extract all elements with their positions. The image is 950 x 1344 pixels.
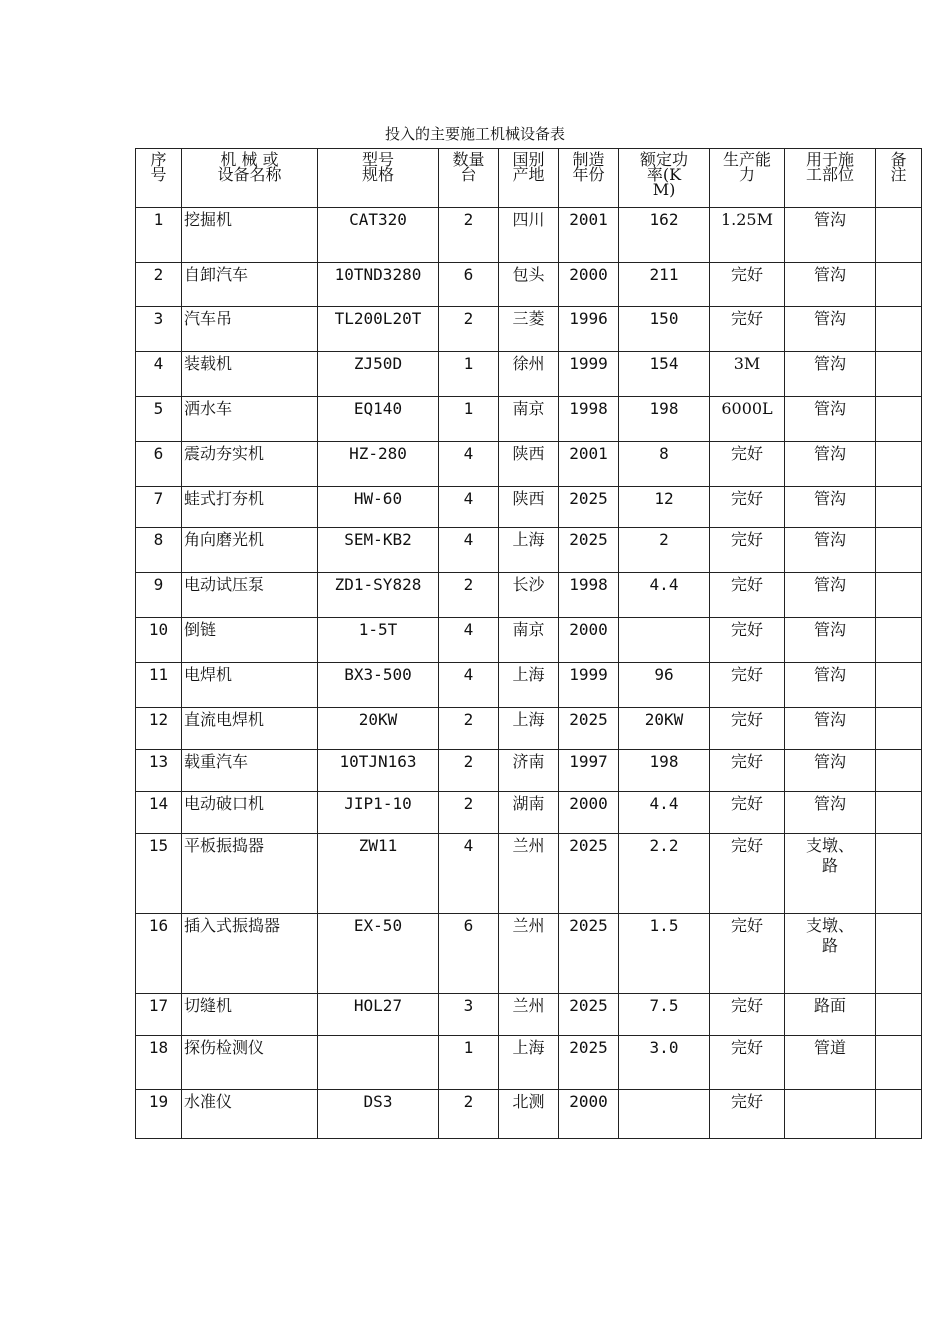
- table-row: [136, 487, 922, 528]
- cell-no: 10: [136, 618, 182, 663]
- cell-qty: 4: [439, 528, 499, 573]
- cell-name: 角向磨光机: [182, 528, 318, 573]
- cell-capacity: 完好: [710, 834, 785, 914]
- table-row: [136, 442, 922, 487]
- cell-use: [785, 397, 876, 442]
- table-row: [136, 914, 922, 994]
- cell-name: 汽车吊: [182, 307, 318, 352]
- cell-model: TL200L20T: [318, 307, 439, 352]
- header-line: 制造: [572, 150, 605, 169]
- cell-power: 211: [619, 263, 710, 307]
- cell-year: 2025: [559, 994, 619, 1036]
- cell-origin: 上海: [499, 528, 559, 573]
- cell-note: [876, 397, 922, 442]
- use-line: 管沟: [813, 210, 846, 229]
- cell-power: 3.0: [619, 1036, 710, 1090]
- cell-note: [876, 573, 922, 618]
- header-line: 型号: [361, 150, 394, 169]
- cell-model: 20KW: [318, 708, 439, 750]
- cell-name: 探伤检测仪: [182, 1036, 318, 1090]
- cell-name: 载重汽车: [182, 750, 318, 792]
- cell-origin: 上海: [499, 663, 559, 708]
- use-line: 路: [821, 856, 838, 875]
- cell-use: [785, 208, 876, 263]
- use-line: 路: [821, 936, 838, 955]
- cell-qty: 1: [439, 352, 499, 397]
- cell-year: 1997: [559, 750, 619, 792]
- use-line: 支墩、: [805, 836, 854, 855]
- cell-no: 16: [136, 914, 182, 994]
- header-line: 国别: [512, 150, 545, 169]
- cell-note: [876, 352, 922, 397]
- table-row: [136, 208, 922, 263]
- cell-year: 2025: [559, 834, 619, 914]
- cell-name: 倒链: [182, 618, 318, 663]
- cell-capacity: 完好: [710, 573, 785, 618]
- cell-capacity: 3M: [710, 352, 785, 397]
- header-line: 注: [890, 165, 907, 184]
- cell-no: 7: [136, 487, 182, 528]
- cell-capacity: 完好: [710, 442, 785, 487]
- cell-note: [876, 442, 922, 487]
- header-no: [136, 149, 182, 208]
- cell-capacity: 完好: [710, 307, 785, 352]
- cell-name: 震动夯实机: [182, 442, 318, 487]
- cell-qty: 6: [439, 914, 499, 994]
- cell-year: 2001: [559, 208, 619, 263]
- cell-model: HZ-280: [318, 442, 439, 487]
- cell-name: 电焊机: [182, 663, 318, 708]
- use-line: 管沟: [813, 444, 846, 463]
- cell-origin: 南京: [499, 618, 559, 663]
- cell-use: [785, 528, 876, 573]
- cell-note: [876, 618, 922, 663]
- cell-no: 12: [136, 708, 182, 750]
- cell-model: HOL27: [318, 994, 439, 1036]
- table-row: [136, 792, 922, 834]
- cell-origin: 三菱: [499, 307, 559, 352]
- cell-capacity: 完好: [710, 750, 785, 792]
- cell-qty: 2: [439, 208, 499, 263]
- cell-note: [876, 792, 922, 834]
- cell-no: 5: [136, 397, 182, 442]
- table-row: [136, 528, 922, 573]
- cell-name: 电动破口机: [182, 792, 318, 834]
- cell-model: ZW11: [318, 834, 439, 914]
- cell-use: [785, 750, 876, 792]
- use-line: 管沟: [813, 265, 846, 284]
- cell-no: 2: [136, 263, 182, 307]
- header-line: 生产能: [722, 150, 771, 169]
- cell-year: 2025: [559, 1036, 619, 1090]
- cell-qty: 4: [439, 618, 499, 663]
- cell-note: [876, 663, 922, 708]
- table-header: [136, 149, 922, 208]
- table-row: [136, 263, 922, 307]
- cell-capacity: 完好: [710, 1036, 785, 1090]
- use-line: 管沟: [813, 354, 846, 373]
- cell-no: 15: [136, 834, 182, 914]
- cell-year: 2025: [559, 487, 619, 528]
- cell-power: [619, 1090, 710, 1139]
- cell-no: 14: [136, 792, 182, 834]
- cell-year: 2000: [559, 618, 619, 663]
- table-row: [136, 1036, 922, 1090]
- use-line: 管沟: [813, 794, 846, 813]
- header-line: 力: [738, 165, 755, 184]
- header-row: [136, 149, 922, 208]
- cell-power: 12: [619, 487, 710, 528]
- cell-no: 11: [136, 663, 182, 708]
- cell-note: [876, 914, 922, 994]
- cell-model: DS3: [318, 1090, 439, 1139]
- use-line: 管沟: [813, 665, 846, 684]
- header-line: 年份: [572, 165, 605, 184]
- cell-qty: 2: [439, 750, 499, 792]
- cell-no: 18: [136, 1036, 182, 1090]
- cell-origin: 兰州: [499, 834, 559, 914]
- use-line: 管沟: [813, 309, 846, 328]
- table-body: [136, 208, 922, 1139]
- cell-model: EQ140: [318, 397, 439, 442]
- cell-power: 162: [619, 208, 710, 263]
- header-line: 用于施: [805, 150, 854, 169]
- cell-name: 装载机: [182, 352, 318, 397]
- cell-no: 1: [136, 208, 182, 263]
- cell-name: 洒水车: [182, 397, 318, 442]
- cell-qty: 2: [439, 708, 499, 750]
- cell-origin: 四川: [499, 208, 559, 263]
- cell-capacity: 完好: [710, 663, 785, 708]
- cell-power: [619, 618, 710, 663]
- header-line: 额定功: [639, 150, 688, 169]
- header-line: 台: [460, 165, 477, 184]
- header-line: 率(K: [646, 165, 682, 184]
- cell-year: 1996: [559, 307, 619, 352]
- cell-name: 挖掘机: [182, 208, 318, 263]
- cell-model: CAT320: [318, 208, 439, 263]
- cell-model: ZJ50D: [318, 352, 439, 397]
- cell-qty: 4: [439, 834, 499, 914]
- cell-use: [785, 573, 876, 618]
- cell-qty: 3: [439, 994, 499, 1036]
- cell-no: 19: [136, 1090, 182, 1139]
- cell-no: 3: [136, 307, 182, 352]
- cell-year: 2025: [559, 708, 619, 750]
- cell-year: 2025: [559, 914, 619, 994]
- cell-year: 2000: [559, 792, 619, 834]
- cell-model: SEM-KB2: [318, 528, 439, 573]
- cell-no: 9: [136, 573, 182, 618]
- cell-note: [876, 487, 922, 528]
- cell-use: [785, 708, 876, 750]
- cell-power: 150: [619, 307, 710, 352]
- cell-year: 2001: [559, 442, 619, 487]
- cell-name: 平板振捣器: [182, 834, 318, 914]
- cell-name: 切缝机: [182, 994, 318, 1036]
- cell-qty: 2: [439, 1090, 499, 1139]
- header-line: 设备名称: [217, 165, 282, 184]
- cell-use: [785, 618, 876, 663]
- cell-note: [876, 528, 922, 573]
- cell-model: BX3-500: [318, 663, 439, 708]
- table-row: [136, 994, 922, 1036]
- table-row: [136, 573, 922, 618]
- cell-year: 1999: [559, 663, 619, 708]
- table-row: [136, 708, 922, 750]
- cell-capacity: 6000L: [710, 397, 785, 442]
- cell-origin: 兰州: [499, 914, 559, 994]
- cell-qty: 1: [439, 1036, 499, 1090]
- header-note: [876, 149, 922, 208]
- cell-power: 7.5: [619, 994, 710, 1036]
- cell-qty: 4: [439, 442, 499, 487]
- cell-capacity: 完好: [710, 994, 785, 1036]
- cell-power: 20KW: [619, 708, 710, 750]
- cell-capacity: 完好: [710, 618, 785, 663]
- cell-origin: 南京: [499, 397, 559, 442]
- cell-model: 10TJN163: [318, 750, 439, 792]
- cell-model: HW-60: [318, 487, 439, 528]
- use-line: 管沟: [813, 710, 846, 729]
- cell-name: 直流电焊机: [182, 708, 318, 750]
- header-origin: [499, 149, 559, 208]
- cell-capacity: 完好: [710, 708, 785, 750]
- use-line: 管沟: [813, 399, 846, 418]
- cell-note: [876, 208, 922, 263]
- cell-qty: 2: [439, 792, 499, 834]
- cell-use: [785, 834, 876, 914]
- table-title: 投入的主要施工机械设备表: [384, 125, 565, 143]
- cell-note: [876, 263, 922, 307]
- cell-year: 2025: [559, 528, 619, 573]
- cell-origin: 上海: [499, 708, 559, 750]
- cell-use: [785, 307, 876, 352]
- cell-use: [785, 1036, 876, 1090]
- cell-origin: 陕西: [499, 487, 559, 528]
- cell-model: JIP1-10: [318, 792, 439, 834]
- cell-origin: 北测: [499, 1090, 559, 1139]
- cell-capacity: 1.25M: [710, 208, 785, 263]
- cell-power: 4.4: [619, 573, 710, 618]
- cell-use: [785, 994, 876, 1036]
- cell-use: [785, 442, 876, 487]
- cell-origin: 上海: [499, 1036, 559, 1090]
- cell-use: [785, 352, 876, 397]
- cell-year: 2000: [559, 263, 619, 307]
- cell-use: [785, 487, 876, 528]
- cell-power: 154: [619, 352, 710, 397]
- cell-qty: 2: [439, 573, 499, 618]
- cell-qty: 4: [439, 487, 499, 528]
- cell-power: 96: [619, 663, 710, 708]
- table-row: [136, 663, 922, 708]
- cell-name: 电动试压泵: [182, 573, 318, 618]
- table-row: [136, 397, 922, 442]
- cell-origin: 兰州: [499, 994, 559, 1036]
- header-year: [559, 149, 619, 208]
- cell-origin: 长沙: [499, 573, 559, 618]
- use-line: 管沟: [813, 752, 846, 771]
- cell-origin: 包头: [499, 263, 559, 307]
- use-line: 支墩、: [805, 916, 854, 935]
- header-line: 产地: [512, 165, 545, 184]
- cell-name: 插入式振捣器: [182, 914, 318, 994]
- cell-qty: 4: [439, 663, 499, 708]
- cell-power: 2: [619, 528, 710, 573]
- table-row: [136, 1090, 922, 1139]
- header-capacity: [710, 149, 785, 208]
- cell-qty: 1: [439, 397, 499, 442]
- cell-name: 水准仪: [182, 1090, 318, 1139]
- equipment-table: [135, 148, 922, 1139]
- use-line: 管沟: [813, 530, 846, 549]
- cell-qty: 6: [439, 263, 499, 307]
- cell-model: EX-50: [318, 914, 439, 994]
- use-line: 管沟: [813, 575, 846, 594]
- table-row: [136, 307, 922, 352]
- cell-origin: 陕西: [499, 442, 559, 487]
- use-line: 管沟: [813, 489, 846, 508]
- cell-power: 2.2: [619, 834, 710, 914]
- cell-use: [785, 914, 876, 994]
- header-line: 数量: [452, 150, 485, 169]
- cell-note: [876, 1090, 922, 1139]
- cell-note: [876, 708, 922, 750]
- cell-name: 自卸汽车: [182, 263, 318, 307]
- cell-no: 6: [136, 442, 182, 487]
- use-line: 管沟: [813, 620, 846, 639]
- cell-use: [785, 1090, 876, 1139]
- table-row: [136, 618, 922, 663]
- cell-no: 17: [136, 994, 182, 1036]
- cell-no: 8: [136, 528, 182, 573]
- cell-capacity: 完好: [710, 487, 785, 528]
- cell-note: [876, 1036, 922, 1090]
- cell-power: 198: [619, 397, 710, 442]
- header-line: 备: [890, 150, 907, 169]
- cell-no: 4: [136, 352, 182, 397]
- cell-capacity: 完好: [710, 792, 785, 834]
- cell-year: 2000: [559, 1090, 619, 1139]
- cell-note: [876, 834, 922, 914]
- table-row: [136, 834, 922, 914]
- cell-power: 1.5: [619, 914, 710, 994]
- header-line: 序: [150, 150, 167, 169]
- header-line: 规格: [361, 165, 394, 184]
- cell-power: 8: [619, 442, 710, 487]
- cell-capacity: 完好: [710, 914, 785, 994]
- header-use: [785, 149, 876, 208]
- header-power: [619, 149, 710, 208]
- cell-year: 1999: [559, 352, 619, 397]
- cell-model: [318, 1036, 439, 1090]
- cell-capacity: 完好: [710, 528, 785, 573]
- cell-note: [876, 750, 922, 792]
- cell-name: 蛙式打夯机: [182, 487, 318, 528]
- cell-capacity: 完好: [710, 1090, 785, 1139]
- header-line: M): [652, 180, 676, 199]
- cell-origin: 湖南: [499, 792, 559, 834]
- header-line: 机 械 或: [220, 150, 279, 169]
- cell-model: 10TND3280: [318, 263, 439, 307]
- header-line: 工部位: [805, 165, 854, 184]
- table-row: [136, 750, 922, 792]
- table-row: [136, 352, 922, 397]
- header-model: [318, 149, 439, 208]
- header-line: 号: [150, 165, 167, 184]
- cell-model: ZD1-SY828: [318, 573, 439, 618]
- cell-year: 1998: [559, 397, 619, 442]
- header-name: [182, 149, 318, 208]
- header-qty: [439, 149, 499, 208]
- cell-note: [876, 994, 922, 1036]
- cell-qty: 2: [439, 307, 499, 352]
- cell-use: [785, 792, 876, 834]
- cell-use: [785, 263, 876, 307]
- use-line: 管道: [813, 1038, 846, 1057]
- cell-model: 1-5T: [318, 618, 439, 663]
- use-line: 路面: [813, 996, 846, 1015]
- cell-power: 4.4: [619, 792, 710, 834]
- cell-no: 13: [136, 750, 182, 792]
- cell-origin: 济南: [499, 750, 559, 792]
- cell-capacity: 完好: [710, 263, 785, 307]
- cell-use: [785, 663, 876, 708]
- cell-note: [876, 307, 922, 352]
- cell-origin: 徐州: [499, 352, 559, 397]
- cell-year: 1998: [559, 573, 619, 618]
- cell-power: 198: [619, 750, 710, 792]
